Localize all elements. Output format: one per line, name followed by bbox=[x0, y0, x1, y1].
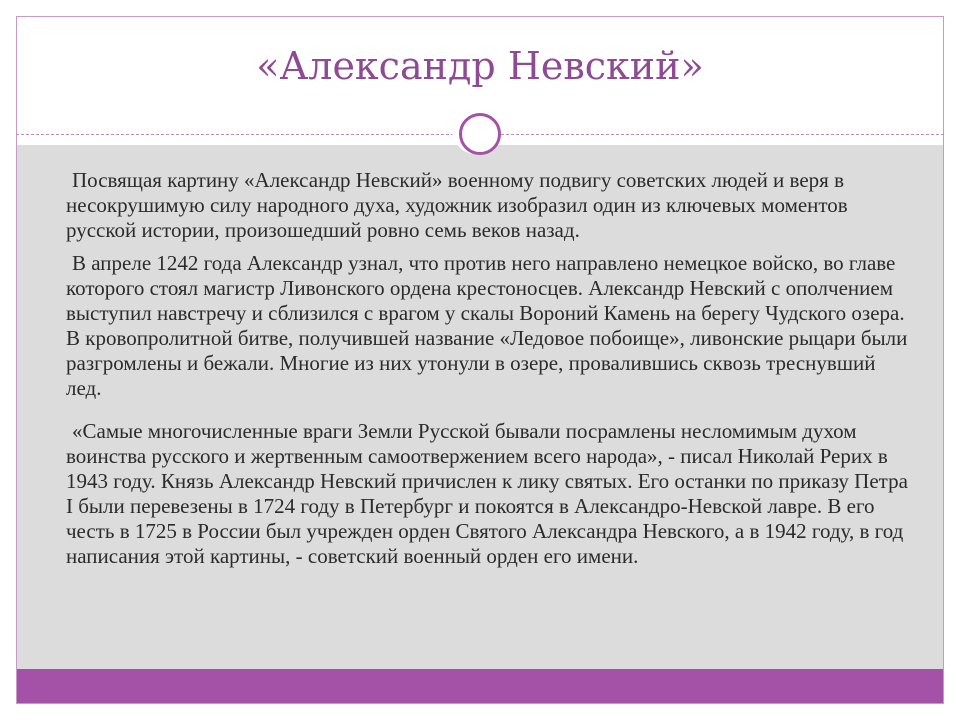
circle-ornament-icon bbox=[459, 113, 501, 155]
paragraph-3: «Самые многочисленные враги Земли Русской бывали посрамлены несломимым духом воинства русского и жертвенным самоотвержением всего народа», - писал Николай Рерих в 1943 году. Князь Александр Невский причислен к лику святых. Его останки по приказу Петра I были перевезены в 1724 году в Петербург и покоятся в Александро-Невской лавре. В его честь в 1725 в России был учрежден орден Святого Александра Невского, а в 1942 году, в год написания этой картины, - советский военный орден его имени. bbox=[66, 419, 908, 568]
bottom-accent-bar bbox=[17, 669, 943, 703]
paragraph-1: Посвящая картину «Александр Невский» военному подвигу советских людей и веря в несокрушимую силу народного духа, художник изобразил один из ключевых моментов русской истории, произошедший ровно семь веков назад. bbox=[66, 168, 848, 242]
slide-title: «Александр Невский» bbox=[256, 44, 704, 88]
paragraph-2: В апреле 1242 года Александр узнал, что против него направлено немецкое войско, во главе которого стоял магистр Ливонского ордена крестоносцев. Александр Невский с ополчением выступил навстречу и сблизился с врагом у скалы Вороний Камень на берегу Чудского озера. В кровопролитной битве, получившей название «Ледовое побоище», ливонские рыцари были разгромлены и бежали. Многие из них утонули в озере, провалившись сквозь треснувший лед. bbox=[66, 251, 908, 400]
body-text bbox=[66, 168, 908, 577]
